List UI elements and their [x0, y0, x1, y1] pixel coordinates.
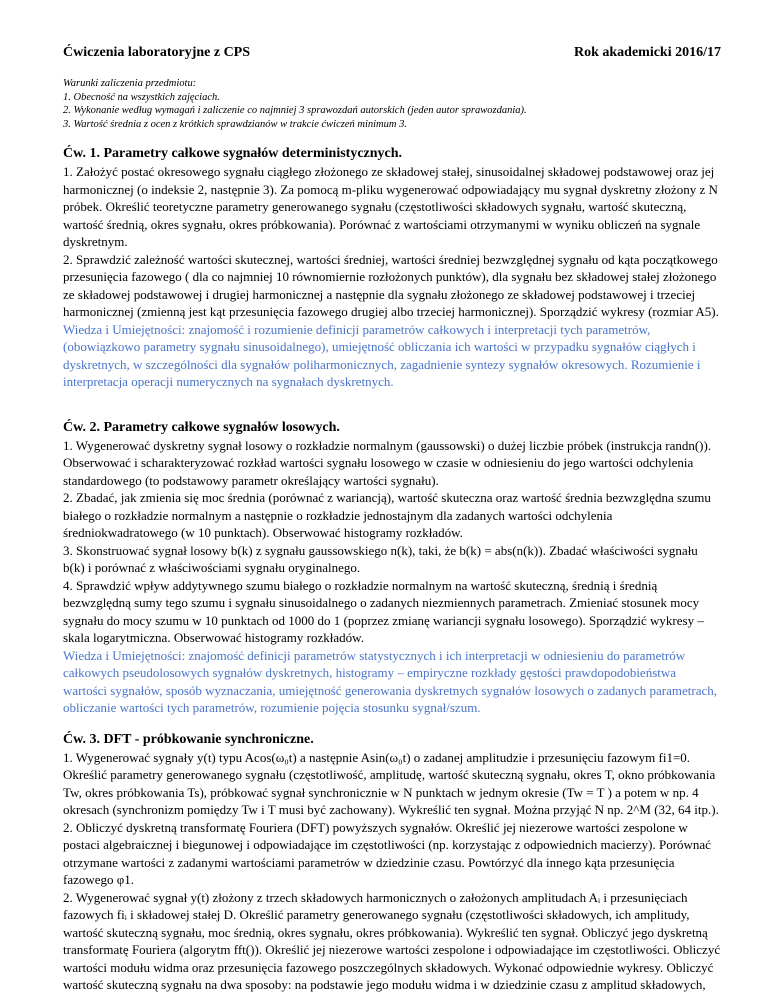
- exercise-paragraph: 2. Obliczyć dyskretną transformatę Fouriera (DFT) powyższych sygnałów. Określić jej niezerowe wartości zespolone w postaci algebraicznej i biegunowej i odpowiadające im częstotliwości (np. korzystając z odpowiednich macierzy). Porównać otrzymane wartości z zadanymi wartościami parametrów w dziedzinie czasu. Powtórzyć dla innego kąta przesunięcia fazowego φ1.: [63, 819, 711, 887]
- passing-conditions: [63, 77, 721, 131]
- condition-item: 3. Wartość średnia z ocen z krótkich sprawdzianów w trakcie ćwiczeń minimum 3.: [63, 118, 407, 130]
- exercise-1: [63, 145, 721, 391]
- exercise-title: Ćw. 2. Parametry całkowe sygnałów losowych.: [63, 419, 340, 435]
- exercise-3: [63, 731, 721, 994]
- exercise-paragraph: 2. Zbadać, jak zmienia się moc średnia (porównać z wariancją), wartość skuteczna oraz wartość średnia bezwzględna szumu białego o rozkładzie normalnym a następnie o rozkładzie jednostajnym dla zadanych wartości odchylenia średniokwadratowego (w 10 punktach). Obserwować histogramy rozkładów.: [63, 490, 711, 540]
- exercise-paragraph: 3. Skonstruować sygnał losowy b(k) z sygnału gaussowskiego n(k), taki, że b(k) = abs(n(k)). Zbadać właściwości sygnału b(k) i porównać z właściwościami sygnału oryginalnego.: [63, 542, 698, 575]
- exercise-2: [63, 419, 721, 717]
- exercise-paragraph: 1. Założyć postać okresowego sygnału ciągłego złożonego ze składowej stałej, sinusoidalnej składowej podstawowej oraz jej harmonicznej (o indeksie 2, następnie 3). Za pomocą m-pliku wygenerować odpowiadający mu sygnał dyskretny złożony z N próbek. Określić teoretyczne parametry generowanego sygnału (częstotliwości składowych sygnału, wartość skuteczną, wartość średnią, okres sygnału, okres próbkowania). Porównać z wartościami otrzymanymi w wyniku obliczeń na sygnale dyskretnym.: [63, 164, 718, 249]
- exercise-paragraph: 1. Wygenerować dyskretny sygnał losowy o rozkładzie normalnym (gaussowski) o dużej liczbie próbek (instrukcja randn()). Obserwować i scharakteryzować rozkład wartości sygnału losowego w czasie w odniesieniu do jego wartości odchylenia standardowego (to podstawowy parametr określający wartości sygnału).: [63, 437, 712, 488]
- condition-item: 2. Wykonanie według wymagań i zaliczenie co najmniej 3 sprawozdań autorskich (jeden autor sprawozdania).: [63, 105, 527, 116]
- exercise-paragraph: 1. Wygenerować sygnały y(t) typu Acos(ω₀t) a następnie Asin(ω₀t) o zadanej amplitudzie i przesunięciu fazowym fi1=0. Określić parametry generowanego sygnału (częstotliwość, amplitudę, wartość skuteczną sygnału, okres T, okno próbkowania Tw, okres próbkowania Ts), próbkować sygnał synchronicznie w N punktach w jednym okresie (Tw = T ) a potem w np. 4 okresach (synchronizm pomiędzy Tw i T musi być zachowany). Wykreślić ten sygnał. Można przyjąć N np. 2^M (32, 64 itp.).: [63, 749, 719, 817]
- exercise-title: Ćw. 3. DFT - próbkowanie synchroniczne.: [63, 731, 314, 747]
- page-header: [63, 44, 721, 62]
- document-page: [63, 44, 721, 994]
- exercise-paragraph: 4. Sprawdzić wpływ addytywnego szumu białego o rozkładzie normalnym na wartość skuteczną, średnią i średnią bezwzględną sumy tego szumu i sygnału sinusoidalnego o zadanych niezmiennych parametrach. Zmieniać stosunek mocy sygnału do mocy szumu w 10 punktach od 1000 do 1 (poprzez zmianę wariancji sygnału losowego). Sporządzić wykresy – skala logarytmiczna. Obserwować histogramy rozkładów.: [63, 577, 704, 645]
- exercise-paragraph: 2. Wygenerować sygnał y(t) złożony z trzech składowych harmonicznych o założonych amplitudach Aᵢ i przesunięciach fazowych fiᵢ i składowej stałej D. Określić parametry generowanego sygnału (częstotliwości składowych, ich amplitudy, wartość skuteczną sygnału, moc średnią, okres sygnału, okres próbkowania). Wykreślić ten sygnał. Obliczyć jego dyskretną transformatę Fouriera (algorytm fft()). Określić jej niezerowe wartości zespolone i odpowiadające im częstotliwości. Obliczyć wartości modułu widma oraz przesunięcia fazowego poszczególnych składowych. Wykonać odpowiednie wykresy. Obliczyć wartość skuteczną sygnału na dwa sposoby: na podstawie jego modułu widma i w dziedzinie czasu z amplitud składowych,: [63, 889, 721, 992]
- exercise-paragraph: 2. Sprawdzić zależność wartości skutecznej, wartości średniej, wartości średniej bezwzględnej sygnału od kąta początkowego przesunięcia fazowego ( dla co najmniej 10 równomiernie rozłożonych punktów), dla sygnału bez składowej stałej złożonego ze składowej podstawowej i drugiej harmonicznej a następnie dla sygnału złożonego ze składowej podstawowej i trzeciej harmonicznej (zmienną jest kąt przesunięcia fazowego drugiej albo trzeciej harmonicznej). Sporządzić wykresy (rozmiar A5).: [63, 251, 719, 319]
- condition-item: 1. Obecność na wszystkich zajęciach.: [63, 91, 220, 103]
- course-title: Ćwiczenia laboratoryjne z CPS: [63, 45, 251, 60]
- skills-note: Wiedza i Umiejętności: znajomość definicji parametrów statystycznych i ich interpretacji w odniesieniu do parametrów całkowych pseudolosowych sygnałów dyskretnych, histogramy – empiryczne rozkłady gęstości prawdopodobieństwa wartości sygnałów, sposób wyznaczania, umiejętność generowania dyskretnych sygnałów losowych o zadanych parametrach, obliczanie wartości tych parametrów, rozumienie pojęcia stosunku sygnał/szum.: [63, 647, 717, 715]
- conditions-heading: Warunki zaliczenia przedmiotu:: [63, 78, 197, 89]
- academic-year: Rok akademicki 2016/17: [573, 45, 721, 60]
- skills-note: Wiedza i Umiejętności: znajomość i rozumienie definicji parametrów całkowych i interpretacji tych parametrów, (obowiązkowo parametry sygnału sinusoidalnego), umiejętność obliczania ich wartości w przypadku sygnałów ciągłych i dyskretnych, w szczególności dla sygnałów poliharmonicznych, zagadnienie syntezy sygnałów okresowych. Rozumienie i interpretacja operacji numerycznych na sygnałach dyskretnych.: [63, 321, 701, 389]
- exercise-title: Ćw. 1. Parametry całkowe sygnałów deterministycznych.: [63, 146, 403, 161]
